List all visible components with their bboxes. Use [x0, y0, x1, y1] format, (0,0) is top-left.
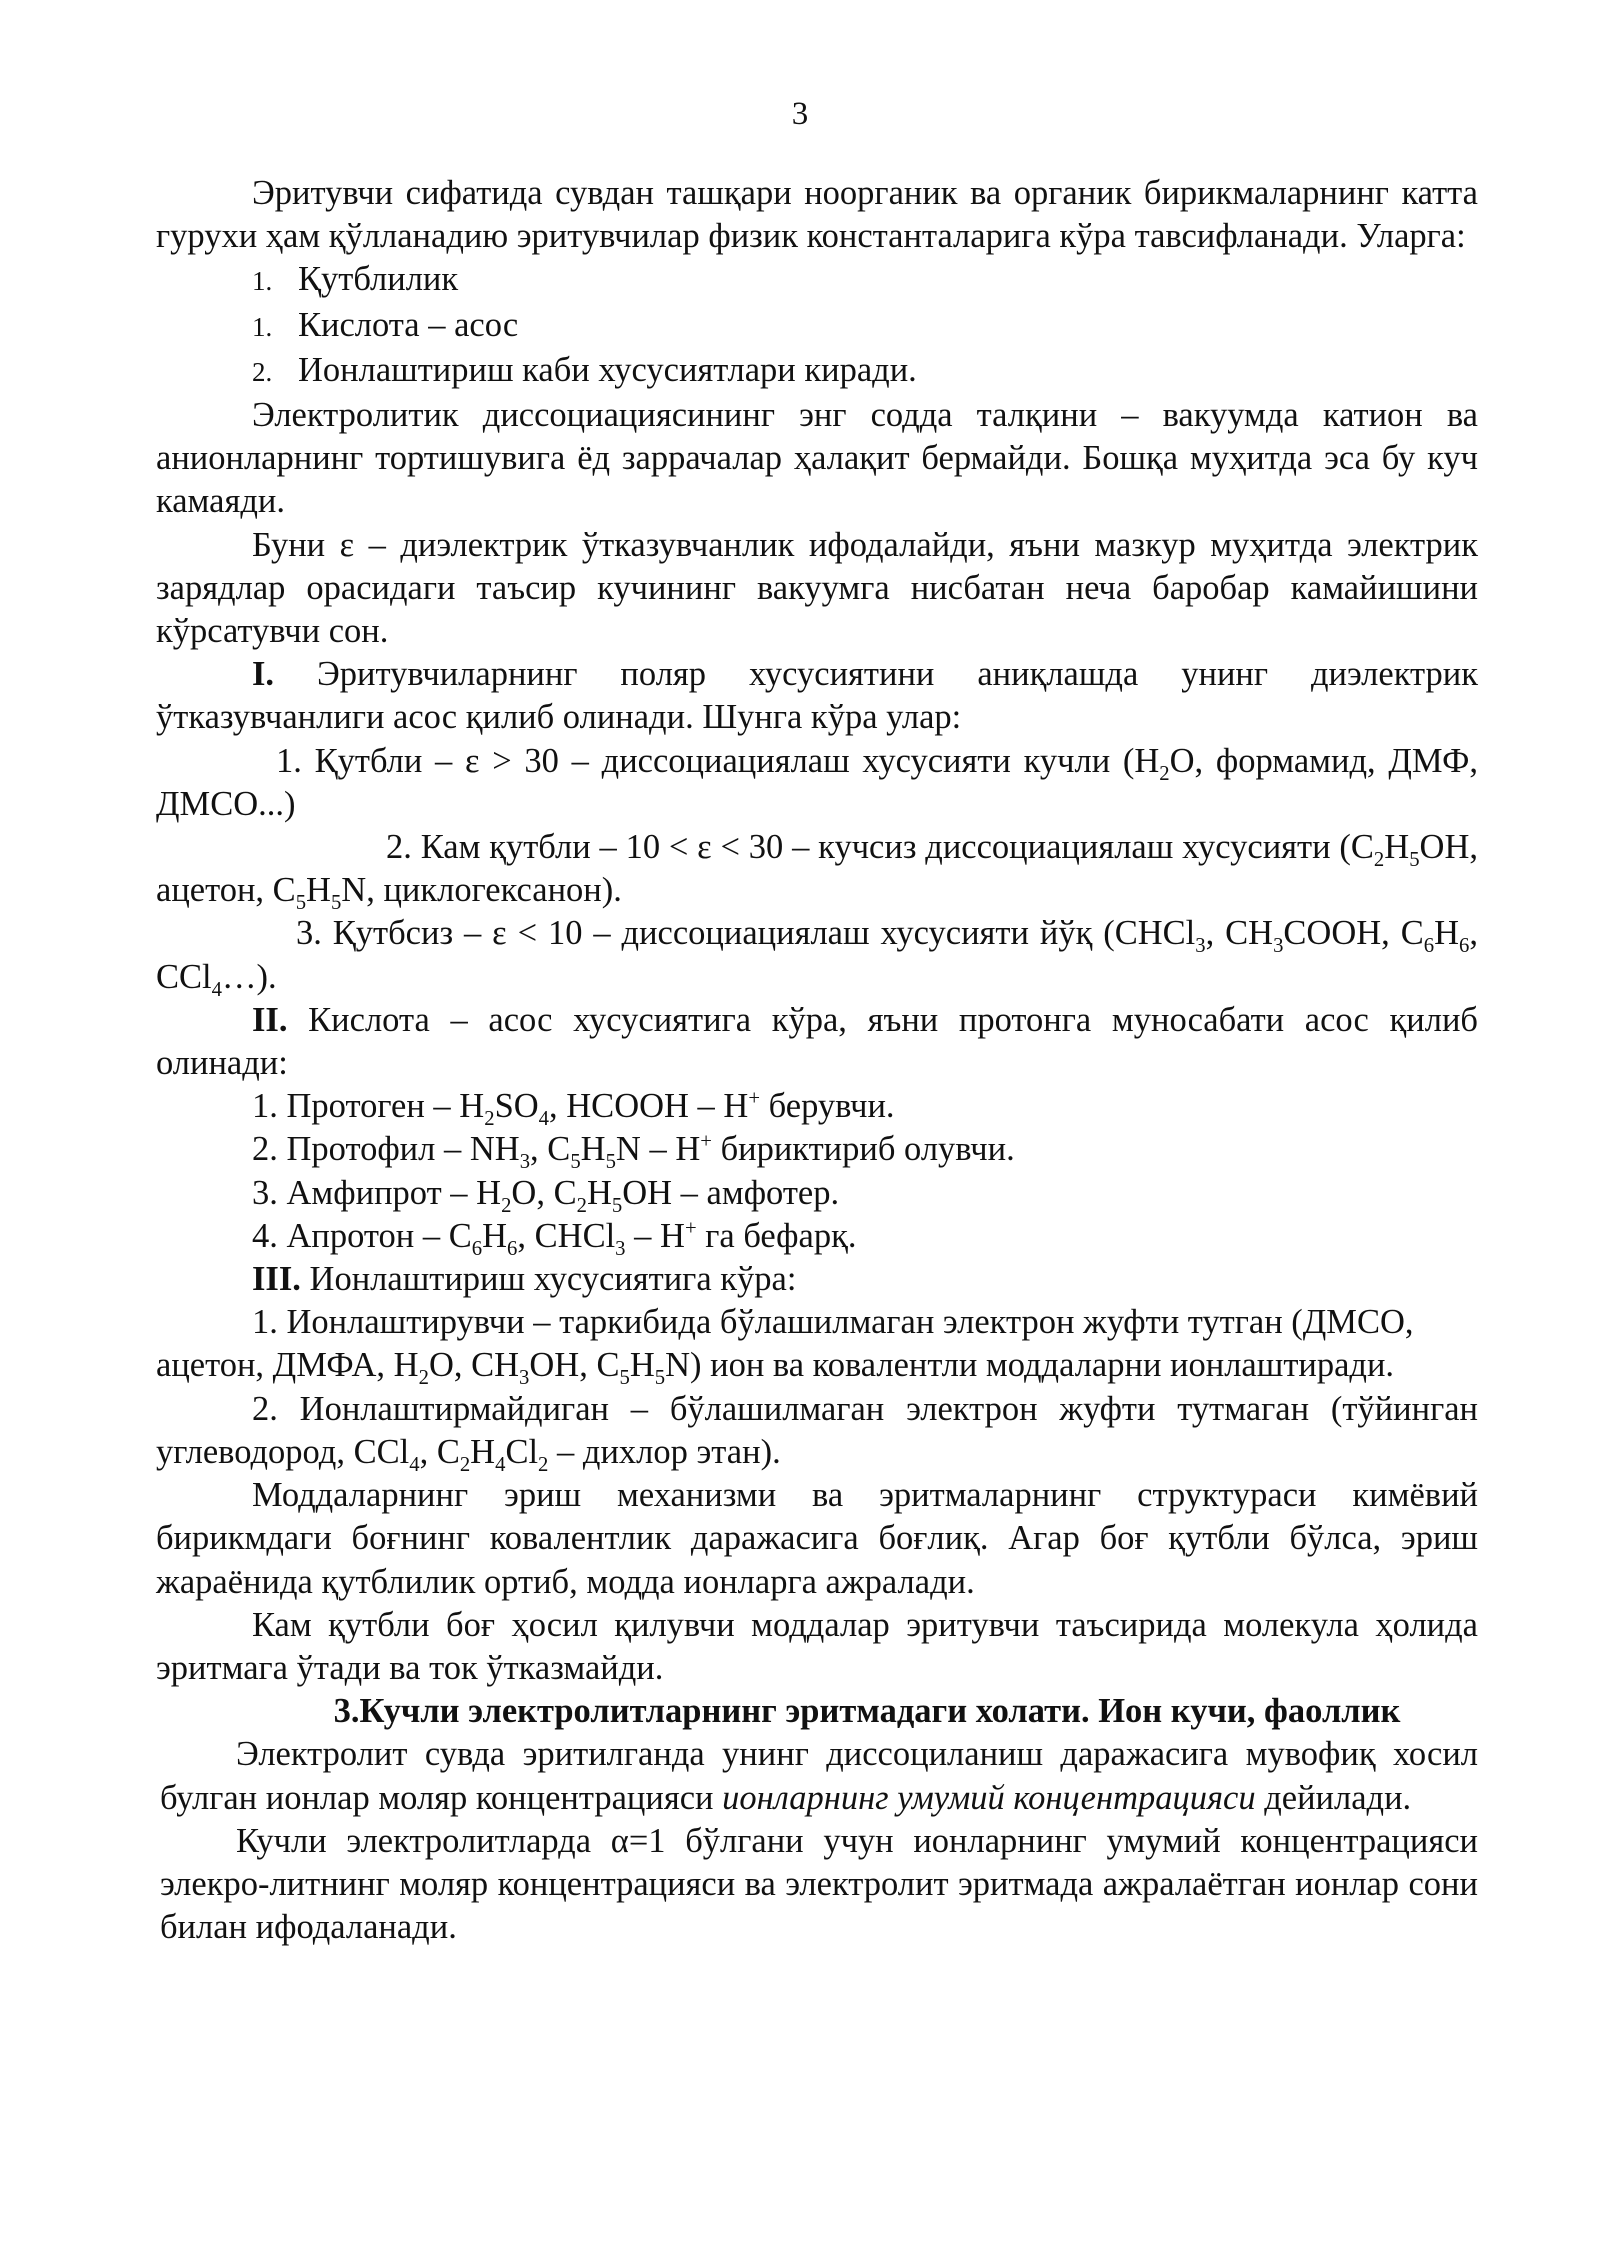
list-number: 2.: [252, 356, 273, 387]
paragraph-total-concentration: Электролит сувда эритилганда унинг диссоциланиш даражасига мувофиқ хосил булган ионлар моляр концентрацияси ионларнинг умумий концентрацияси дейилади.: [160, 1735, 1478, 1817]
acid-item-2: 2. Протофил – $NH_3$, $C_5H_5N - H^+$ бириктириб олувчи.: [252, 1130, 1015, 1174]
ion-item-1: 1. Ионлаштирувчи – таркибида бўлашилмаган электрон жуфти тутган (ДМСО, ацетон, ДМФА, $H_2O$, $CH_3OH$, $C_5H_5N$) ион ва ковалентли моддаларни ионлаштиради.: [156, 1303, 1414, 1390]
polar-item-3: 3. Қутбсиз – ε < 10 – диссоциациялаш хусусияти йўқ (CHCl$_3$, $CH_3COOH$, $C_6H_6$, CCl$_4$…).: [156, 914, 1478, 1001]
section-number: II.: [252, 1000, 288, 1039]
list-item: [156, 258, 1478, 303]
section-ionization: III. Ионлаштириш хусусиятига кўра:: [252, 1260, 797, 1299]
list-number: 1.: [252, 266, 273, 297]
list-item: [156, 304, 1478, 349]
paragraph-dielectric: Буни ε – диэлектрик ўтказувчанлик ифодалайди, яъни мазкур муҳитда электрик зарядлар орасидаги таъсир кучининг вакуумга нисбатан неча баробар камайишини кўрсатувчи сон.: [156, 525, 1478, 651]
list-item-text: Кислота – асос: [298, 305, 519, 344]
term-emphasis: ионларнинг умумий концентрацияси: [722, 1778, 1256, 1817]
ion-item-2: 2. Ионлаштирмайдиган – бўлашилмаган электрон жуфти тутмаган (тўйинган углеводород, CCl$_4$, $C_2H_4Cl_2$ – дихлор этан).: [156, 1389, 1478, 1476]
section-heading: 3.Кучли электролитларнинг эритмадаги холати. Ион кучи, фаоллик: [333, 1692, 1401, 1731]
paragraph-solvents-intro: Эритувчи сифатида сувдан ташқари ноорганик ва органик бирикмаларнинг катта гурухи ҳам қўлланадию эритувчилар физик константаларига кўра тавсифланади. Уларга:: [156, 174, 1478, 256]
page-number: 3: [791, 96, 809, 132]
section-polarity: I. Эритувчиларнинг поляр хусусиятини аниқлашда унинг диэлектрик ўтказувчанлиги асос қилиб олинади. Шунга кўра улар:: [156, 655, 1478, 737]
document-body: [156, 172, 1478, 1949]
polar-item-1: 1. Қутбли – ε > 30 – диссоциациялаш хусусияти кучли ($H_2O$, формамид, ДМФ, ДМСО...): [156, 741, 1478, 823]
paragraph-strong-electrolytes: Кучли электролитларда α=1 бўлгани учун ионларнинг умумий концентрацияси элекро-литнинг моляр концентрацияси ва электролит эритмада ажралаётган ионлар сони билан ифодаланади.: [160, 1821, 1478, 1947]
acid-item-1: 1. Протоген – $H_2SO_4$, HCOOH – H+ берувчи.: [252, 1087, 895, 1131]
polar-item-2: 2. Кам қутбли – 10 < ε < 30 – кучсиз диссоциациялаш хусусияти ($C_2H_5OH$, ацетон, $C_5H_5N$, циклогексанон).: [156, 828, 1478, 915]
section-number: III.: [252, 1260, 301, 1299]
list-item: [156, 349, 1478, 394]
list-item-text: Қутблилик: [298, 260, 459, 299]
acid-item-4: 4. Апротон – $C_6H_6$, CHCl$_3$ – H+ га бефарқ.: [252, 1216, 857, 1260]
list-item-text: Ионлаштириш каби хусусиятлари киради.: [298, 350, 917, 389]
acid-item-3: 3. Амфипрот – $H_2O$, $C_2H_5OH$ – амфотер.: [252, 1173, 840, 1217]
section-acid-base: II. Кислота – асос хусусиятига кўра, яъни протонга муносабати асос қилиб олинади:: [156, 1000, 1478, 1083]
section-number: I.: [252, 655, 275, 694]
paragraph-dissolution-mechanism: Моддаларнинг эриш механизми ва эритмаларнинг структураси кимёвий бирикмдаги боғнинг ковалентлик даражасига боғлиқ. Агар боғ қутбли бўлса, эриш жараёнида қутблилик ортиб, модда ионларга ажралади.: [156, 1476, 1478, 1601]
paragraph-dissociation: Электролитик диссоциациясининг энг содда талқини – вакуумда катион ва анионларнинг тортишувига ёд заррачалар ҳалақит бермайди. Бошқа муҳитда эса бу куч камаяди.: [156, 396, 1478, 521]
list-number: 1.: [252, 311, 273, 342]
paragraph-low-polarity: Кам қутбли боғ ҳосил қилувчи моддалар эритувчи таъсирида молекула ҳолида эритмага ўтади ва ток ўтказмайди.: [156, 1605, 1478, 1687]
